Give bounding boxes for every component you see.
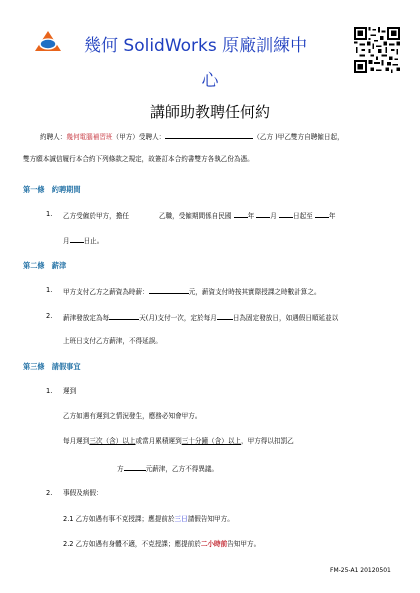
section-2-item-2-line-2: 上班日支付乙方薪津，不得延誤。	[63, 337, 162, 345]
hourly-wage-text: 元，薪資支付時按其實際授課之時數計算之。	[188, 288, 321, 296]
section-3-item-1-number: 1.	[46, 387, 53, 395]
late-label: 遲到	[63, 387, 77, 395]
sick-leave-rule	[63, 540, 260, 549]
section-1-item-1-line-1	[63, 210, 335, 221]
personal-leave-text-c: 請假告知甲方。	[187, 515, 234, 523]
start-year-blank[interactable]	[234, 210, 248, 218]
hourly-wage-blank[interactable]	[149, 286, 189, 294]
late-penalty-count: 三次（含）以上	[89, 437, 136, 445]
hourly-wage-label: 甲方支付乙方之薪資為時薪：	[63, 288, 149, 296]
intro-text-employee-label: （甲方）受聘人：	[112, 133, 166, 141]
intro-text-employer-label: 約聘人：	[40, 133, 67, 141]
personal-leave-rule	[63, 515, 234, 524]
period-label: 乙職，受僱期間係自民國	[158, 212, 232, 220]
section-1-title: 第一條 約聘期間	[23, 185, 81, 194]
late-penalty-line-1	[63, 437, 294, 446]
start-year-label: 年	[247, 212, 255, 220]
intro-line-2: 雙方願本誠信履行本合約下列條款之規定，故簽訂本合約書雙方各執乙份為憑。	[23, 155, 254, 163]
leave-label: 事假及病假：	[63, 489, 103, 497]
personal-leave-days: 三日	[174, 515, 188, 523]
intro-text-parties: （乙方 )甲乙雙方自聘僱日起，	[253, 133, 344, 141]
section-1-item-1-number: 1.	[46, 210, 53, 218]
pay-cycle-label: 薪津發放定為每	[63, 314, 110, 322]
sick-leave-hours: 二小時前	[200, 540, 228, 548]
section-3-title: 第三條 請假事宜	[23, 362, 81, 371]
company-name: 幾何電腦補習班	[66, 133, 113, 141]
pay-cycle-blank[interactable]	[109, 312, 139, 320]
section-1-item-1-line-2	[63, 235, 103, 246]
document-title: 講師助教聘任何約	[149, 103, 270, 121]
start-day-label: 日起至	[292, 212, 313, 220]
section-3-item-2-number: 2.	[46, 489, 53, 497]
qr-code-icon	[354, 27, 400, 73]
section-2-item-1-number: 1.	[46, 286, 53, 294]
section-2-title: 第二條 薪津	[23, 261, 67, 270]
late-penalty-amount-blank[interactable]	[124, 463, 146, 471]
end-year-label: 年	[328, 212, 336, 220]
brand-title-continued: 心	[201, 71, 219, 91]
start-month-blank[interactable]	[256, 210, 270, 218]
start-day-blank[interactable]	[279, 210, 293, 218]
late-penalty-party: 方	[117, 465, 124, 473]
late-notice-text: 乙方如遇有遲到之情況發生，應務必知會甲方。	[63, 412, 202, 420]
start-month-label: 月	[270, 212, 277, 220]
end-day-blank[interactable]	[70, 235, 84, 243]
form-code: FM-25-A1 20120501	[330, 567, 391, 574]
late-penalty-line-2	[117, 463, 218, 474]
intro-line-1	[40, 131, 344, 142]
late-penalty-minutes: 三十分鐘（含）以上	[181, 437, 242, 445]
late-penalty-text-a: 每月遲到	[63, 437, 90, 445]
end-day-label: 日止。	[83, 237, 104, 245]
late-penalty-text-c: 或當月累積遲到	[135, 437, 182, 445]
position-blank[interactable]	[129, 211, 159, 218]
sick-leave-text-c: 告知甲方。	[227, 540, 261, 548]
personal-leave-text-a: 2.1 乙方如遇有事不克授課；應提前於	[63, 515, 175, 523]
pay-day-blank[interactable]	[217, 312, 233, 320]
position-label: 乙方受僱於甲方，擔任	[63, 212, 129, 220]
end-month-label: 月	[63, 237, 70, 245]
employee-name-blank[interactable]	[165, 131, 253, 139]
late-penalty-text-e: ，甲方得以扣罰乙	[241, 437, 294, 445]
section-2-item-2-line-1	[63, 312, 338, 323]
sick-leave-text-a: 2.2 乙方如遇有身體不適，不克授課；應提前於	[63, 540, 201, 548]
section-2-item-2-number: 2.	[46, 312, 53, 320]
late-penalty-text-end: 元薪津，乙方不得異議。	[145, 465, 219, 473]
section-2-item-1-text	[63, 286, 321, 297]
end-year-blank[interactable]	[315, 210, 329, 218]
brand-title: 幾何 SolidWorks 原廠訓練中	[84, 36, 308, 56]
pay-day-text: 日為固定發放日，如遇假日順延並以	[232, 314, 339, 322]
pay-day-label: 天(月)支付一次，定於每月	[139, 314, 217, 322]
company-logo-icon	[34, 30, 62, 52]
